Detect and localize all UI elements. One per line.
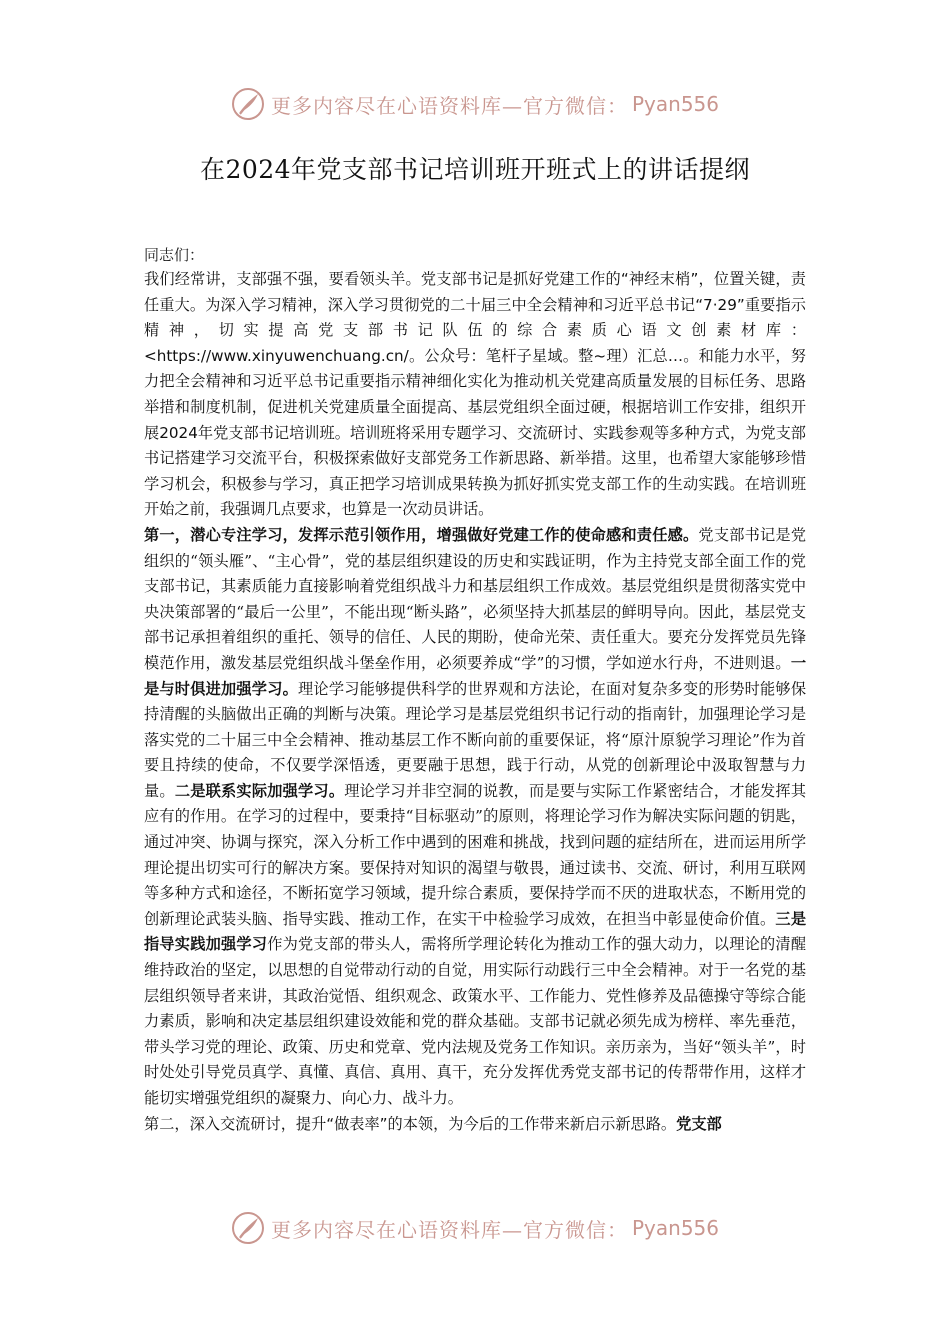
point-2-heading: 二是联系实际加强学习。 [174,781,345,800]
document-title: 在2024年党支部书记培训班开班式上的讲话提纲 [199,155,751,184]
watermark-wechat-id: Pyan556 [631,1216,719,1240]
point-3-heading: 三是指导实践加强学习 [144,909,807,954]
section-2-paragraph [144,1112,806,1138]
section-1-heading: 第一，潜心专注学习，发挥示范引领作用，增强做好党建工作的使命感和责任感。 [144,525,699,544]
watermark-wechat-id: Pyan556 [631,92,719,116]
section-1-paragraph [144,523,806,1112]
section-1-text-1: 党支部书记是党组织的“领头雁”、“主心骨”，党的基层组织建设的历史和实践证明，作为主持党支部全面工作的党支部书记，其素质能力直接影响着党组织战斗力和基层组织工作成效。基层党组织是贯彻落实党中央决策部署的“最后一公里”，不能出现“断头路”，必须坚持大抓基层的鲜明导向。因此，基层党支部书记承担着组织的重托、领导的信任、人民的期盼，使命光荣、责任重大。要充分发挥党员先锋模范作用，激发基层党组织战斗堡垒作用，必须要养成“学”的习惯，学如逆水行舟，不进则退。 [144,525,807,672]
section-2-tail: 党支部 [676,1114,722,1133]
quill-logo-icon [231,1211,265,1245]
section-1-text-4: 作为党支部的带头人，需将所学理论转化为推动工作的强大动力，以理论的清醒维持政治的坚定，以思想的自觉带动行动的自觉，用实际行动践行三中全会精神。对于一名党的基层组织领导者来讲，其政治觉悟、组织观念、政策水平、工作能力、党性修养及品德操守等综合能力素质，影响和决定基层组织建设效能和党的群众基础。支部书记就必须先成为榜样、率先垂范，带头学习党的理论、政策、历史和党章、党内法规及党务工作知识。亲历亲为，当好“领头羊”，时时处处引导党员真学、真懂、真信、真用、真干，充分发挥优秀党支部书记的传帮带作用，这样才能切实增强党组织的凝聚力、向心力、战斗力。 [144,935,807,1107]
section-1-text-3: 理论学习并非空洞的说教，而是要与实际工作紧密结合，才能发挥其应有的作用。在学习的过程中，要秉持“目标驱动”的原则，将理论学习作为解决实际问题的钥匙，通过冲突、协调与探究，深入分析工作中遇到的困难和挑战，找到问题的症结所在，进而运用所学理论提出切实可行的解决方案。要保持对知识的渴望与敬畏，通过读书、交流、研讨，利用互联网等多种方式和途径，不断拓宽学习领域，提升综合素质，要保持学而不厌的进取状态，不断用党的创新理论武装头脑、指导实践、推动工作，在实干中检验学习成效，在担当中彰显使命价值。 [144,781,807,928]
watermark-text: 更多内容尽在心语资料库—官方微信： [270,1217,628,1242]
watermark-text: 更多内容尽在心语资料库—官方微信： [270,93,628,118]
intro-paragraph: 我们经常讲，支部强不强，要看领头羊。党支部书记是抓好党建工作的“神经末梢”，位置关键，责任重大。为深入学习精神，深入学习贯彻党的二十届三中全会精神和习近平总书记“7·29”重要指示精神，切实提高党支部书记队伍的综合素质心语文创素材库：<https://www.xinyuwenchuang.cn/。公众号：笔杆子星域。整~理）汇总…。和能力水平，努力把全会精神和习近平总书记重要指示精神细化实化为推动机关党建高质量发展的目标任务、思路举措和制度机制，促进机关党建质量全面提高、基层党组织全面过硬，根据培训工作安排，组织开展2024年党支部书记培训班。培训班将采用专题学习、交流研讨、实践参观等多种方式，为党支部书记搭建学习交流平台，积极探索做好支部党务工作新思路、新举措。这里，也希望大家能够珍惜学习机会，积极参与学习，真正把学习培训成果转换为抓好抓实党支部工作的生动实践。在培训班开始之前，我强调几点要求，也算是一次动员讲话。 [144,270,806,519]
section-2-lead: 第二，深入交流研讨，提升“做表率”的本领，为今后的工作带来新启示新思路。 [144,1114,677,1133]
document-body [144,243,806,1137]
section-1-text-2: 理论学习能够提供科学的世界观和方法论，在面对复杂多变的形势时能够保持清醒的头脑做出正确的判断与决策。理论学习是基层党组织书记行动的指南针，加强理论学习是落实党的二十届三中全会精神、推动基层工作不断向前的重要保证，将“原汁原貌学习理论”作为首要且持续的使命，不仅要学深悟透，更要融于思想，践于行动，从党的创新理论中汲取智慧与力量。 [144,679,807,800]
quill-logo-icon [231,87,265,121]
greeting: 同志们： [144,246,205,264]
point-1-heading: 一是与时俱进加强学习。 [144,653,806,698]
watermark-header [0,84,950,124]
watermark-footer [0,1208,950,1248]
